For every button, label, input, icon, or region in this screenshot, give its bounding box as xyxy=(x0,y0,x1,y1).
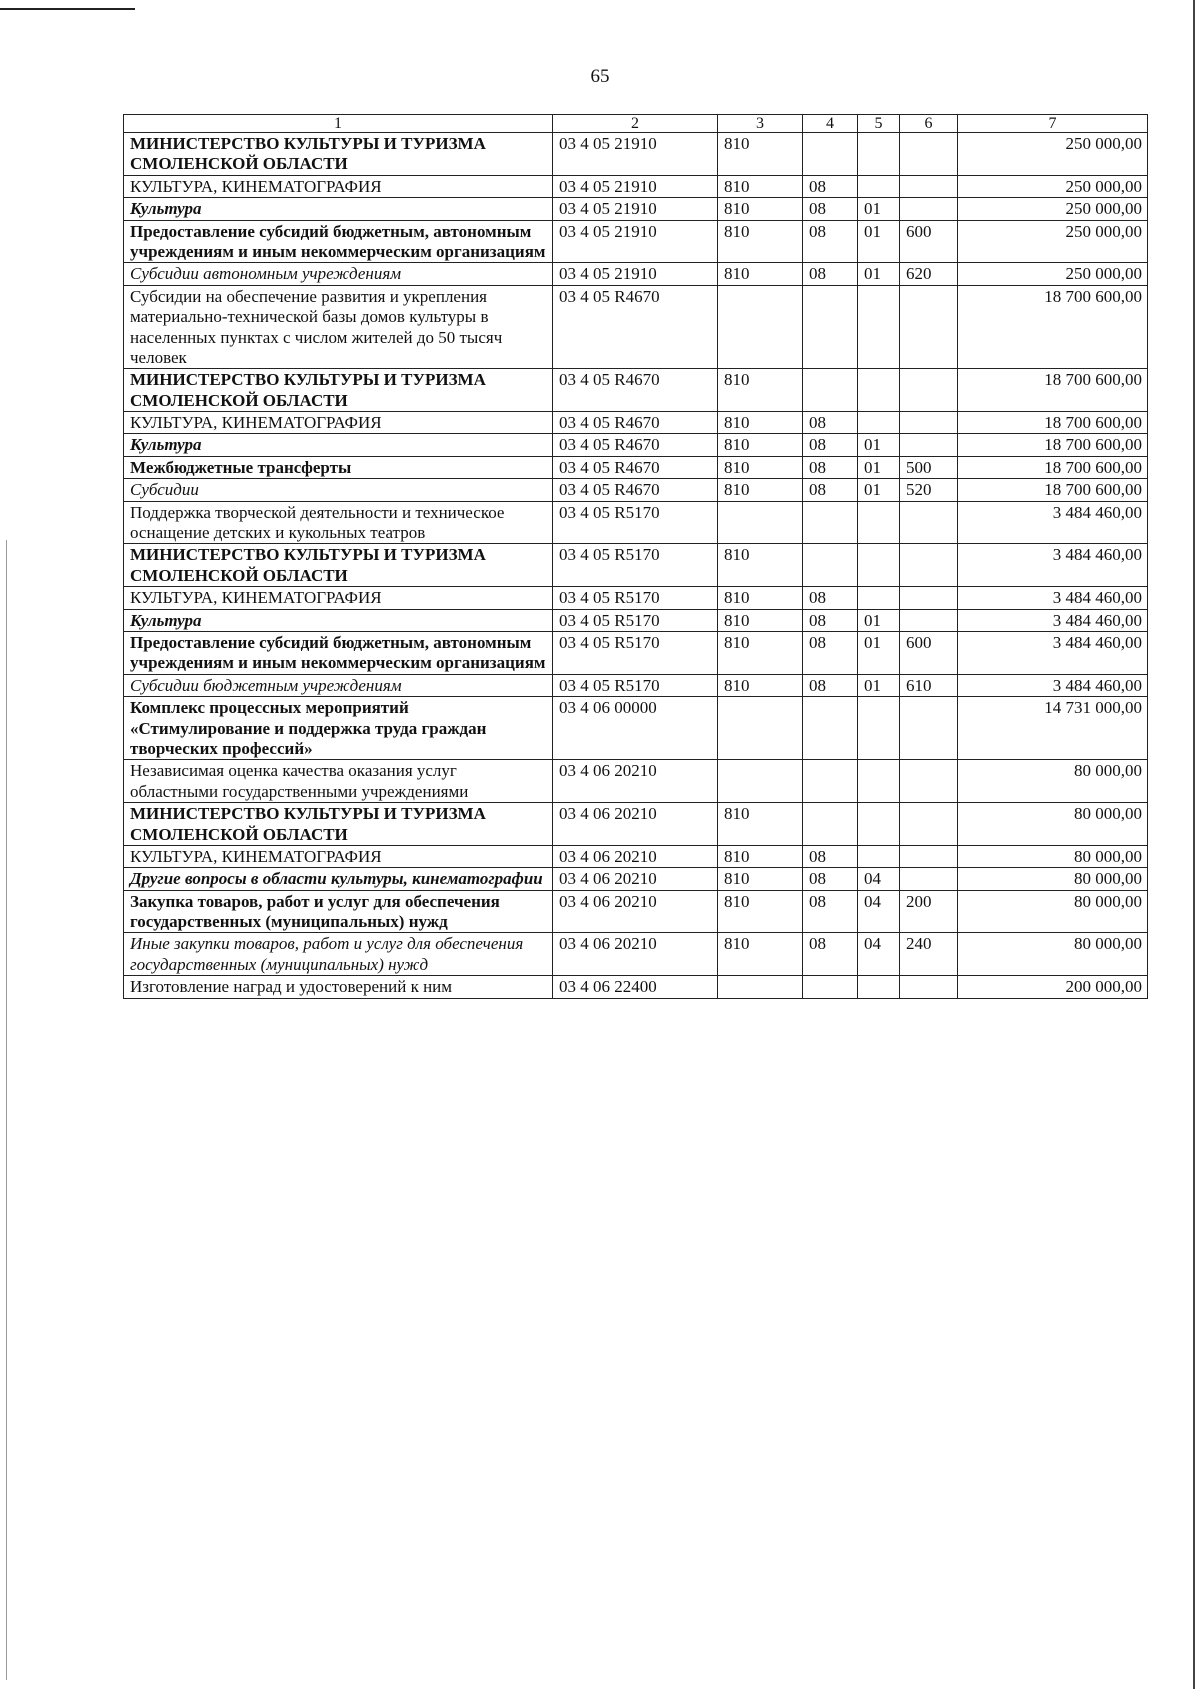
row-section-code xyxy=(803,501,858,544)
row-target-code: 03 4 06 20210 xyxy=(553,933,718,976)
page-number: 65 xyxy=(590,66,610,87)
row-target-code: 03 4 05 21910 xyxy=(553,133,718,176)
row-subsection-code: 01 xyxy=(858,220,900,263)
row-subsection-code xyxy=(858,412,900,434)
row-section-code: 08 xyxy=(803,198,858,220)
row-expense-type-code: 520 xyxy=(900,479,958,501)
table-row xyxy=(124,544,1148,587)
row-expense-type-code xyxy=(900,587,958,609)
table-row xyxy=(124,198,1148,220)
row-target-code: 03 4 05 R4670 xyxy=(553,479,718,501)
row-subsection-code xyxy=(858,976,900,998)
row-section-code: 08 xyxy=(803,868,858,890)
row-name: Другие вопросы в области культуры, кинематографии xyxy=(124,868,553,890)
header-col-1: 1 xyxy=(124,115,553,133)
row-amount: 250 000,00 xyxy=(958,133,1148,176)
row-target-code: 03 4 06 00000 xyxy=(553,697,718,760)
row-amount: 250 000,00 xyxy=(958,198,1148,220)
row-section-code xyxy=(803,803,858,846)
row-expense-type-code xyxy=(900,175,958,197)
row-grbs-code: 810 xyxy=(718,544,803,587)
row-section-code: 08 xyxy=(803,587,858,609)
row-name: Иные закупки товаров, работ и услуг для обеспечения государственных (муниципальных) нужд xyxy=(124,933,553,976)
row-section-code: 08 xyxy=(803,609,858,631)
row-name: Независимая оценка качества оказания услуг областными государственными учреждениями xyxy=(124,760,553,803)
row-amount: 80 000,00 xyxy=(958,845,1148,867)
scan-right-edge xyxy=(1193,0,1195,1689)
row-expense-type-code: 600 xyxy=(900,220,958,263)
row-amount: 3 484 460,00 xyxy=(958,544,1148,587)
row-target-code: 03 4 06 20210 xyxy=(553,890,718,933)
row-expense-type-code xyxy=(900,369,958,412)
row-section-code: 08 xyxy=(803,890,858,933)
row-grbs-code xyxy=(718,760,803,803)
row-expense-type-code xyxy=(900,544,958,587)
row-name: КУЛЬТУРА, КИНЕМАТОГРАФИЯ xyxy=(124,412,553,434)
row-expense-type-code xyxy=(900,133,958,176)
row-subsection-code xyxy=(858,285,900,369)
row-name: Культура xyxy=(124,434,553,456)
row-subsection-code: 01 xyxy=(858,479,900,501)
row-amount: 80 000,00 xyxy=(958,868,1148,890)
row-target-code: 03 4 05 21910 xyxy=(553,198,718,220)
budget-table xyxy=(123,114,1148,999)
row-target-code: 03 4 05 R4670 xyxy=(553,412,718,434)
row-section-code: 08 xyxy=(803,933,858,976)
row-section-code xyxy=(803,369,858,412)
header-col-5: 5 xyxy=(858,115,900,133)
row-amount: 3 484 460,00 xyxy=(958,501,1148,544)
row-grbs-code xyxy=(718,285,803,369)
table-row xyxy=(124,890,1148,933)
row-grbs-code: 810 xyxy=(718,434,803,456)
row-grbs-code: 810 xyxy=(718,890,803,933)
row-section-code xyxy=(803,697,858,760)
row-section-code xyxy=(803,976,858,998)
row-amount: 80 000,00 xyxy=(958,890,1148,933)
row-section-code: 08 xyxy=(803,220,858,263)
row-name: МИНИСТЕРСТВО КУЛЬТУРЫ И ТУРИЗМА СМОЛЕНСКОЙ ОБЛАСТИ xyxy=(124,369,553,412)
table-row xyxy=(124,803,1148,846)
row-grbs-code: 810 xyxy=(718,868,803,890)
row-section-code: 08 xyxy=(803,434,858,456)
row-grbs-code: 810 xyxy=(718,220,803,263)
row-target-code: 03 4 06 20210 xyxy=(553,868,718,890)
row-amount: 18 700 600,00 xyxy=(958,285,1148,369)
row-target-code: 03 4 05 R4670 xyxy=(553,369,718,412)
row-section-code: 08 xyxy=(803,412,858,434)
row-expense-type-code: 240 xyxy=(900,933,958,976)
row-section-code: 08 xyxy=(803,456,858,478)
row-expense-type-code xyxy=(900,434,958,456)
row-name: Изготовление наград и удостоверений к ним xyxy=(124,976,553,998)
row-grbs-code: 810 xyxy=(718,175,803,197)
row-expense-type-code: 200 xyxy=(900,890,958,933)
row-amount: 3 484 460,00 xyxy=(958,631,1148,674)
row-section-code xyxy=(803,544,858,587)
row-subsection-code xyxy=(858,697,900,760)
row-expense-type-code xyxy=(900,803,958,846)
row-subsection-code xyxy=(858,803,900,846)
row-name: Комплекс процессных мероприятий «Стимулирование и поддержка труда граждан творческих профессий» xyxy=(124,697,553,760)
row-grbs-code: 810 xyxy=(718,933,803,976)
row-name: Культура xyxy=(124,609,553,631)
row-name: МИНИСТЕРСТВО КУЛЬТУРЫ И ТУРИЗМА СМОЛЕНСКОЙ ОБЛАСТИ xyxy=(124,544,553,587)
row-grbs-code: 810 xyxy=(718,609,803,631)
row-name: Субсидии бюджетным учреждениям xyxy=(124,674,553,696)
row-amount: 18 700 600,00 xyxy=(958,479,1148,501)
row-section-code: 08 xyxy=(803,845,858,867)
row-name: КУЛЬТУРА, КИНЕМАТОГРАФИЯ xyxy=(124,587,553,609)
scan-top-rule xyxy=(0,8,135,10)
table-row xyxy=(124,868,1148,890)
row-target-code: 03 4 05 R4670 xyxy=(553,285,718,369)
row-name: Закупка товаров, работ и услуг для обеспечения государственных (муниципальных) нужд xyxy=(124,890,553,933)
row-expense-type-code xyxy=(900,609,958,631)
header-col-6: 6 xyxy=(900,115,958,133)
row-section-code xyxy=(803,285,858,369)
row-grbs-code xyxy=(718,697,803,760)
row-expense-type-code xyxy=(900,868,958,890)
row-subsection-code: 01 xyxy=(858,674,900,696)
row-amount: 250 000,00 xyxy=(958,175,1148,197)
row-subsection-code xyxy=(858,501,900,544)
row-amount: 18 700 600,00 xyxy=(958,369,1148,412)
row-name: Предоставление субсидий бюджетным, автономным учреждениям и иным некоммерческим организациям xyxy=(124,220,553,263)
row-target-code: 03 4 05 R5170 xyxy=(553,631,718,674)
row-grbs-code: 810 xyxy=(718,263,803,285)
row-expense-type-code: 600 xyxy=(900,631,958,674)
row-name: Субсидии на обеспечение развития и укрепления материально-технической базы домов культуры в населенных пунктах с числом жителей до 50 тысяч человек xyxy=(124,285,553,369)
table-row xyxy=(124,479,1148,501)
row-target-code: 03 4 06 20210 xyxy=(553,760,718,803)
row-grbs-code xyxy=(718,501,803,544)
row-target-code: 03 4 05 21910 xyxy=(553,263,718,285)
row-expense-type-code xyxy=(900,198,958,220)
row-expense-type-code: 620 xyxy=(900,263,958,285)
row-name: Предоставление субсидий бюджетным, автономным учреждениям и иным некоммерческим организациям xyxy=(124,631,553,674)
table-row xyxy=(124,456,1148,478)
row-name: Поддержка творческой деятельности и техническое оснащение детских и кукольных театров xyxy=(124,501,553,544)
row-section-code xyxy=(803,133,858,176)
row-subsection-code: 04 xyxy=(858,890,900,933)
table-row xyxy=(124,263,1148,285)
row-grbs-code: 810 xyxy=(718,133,803,176)
table-row xyxy=(124,285,1148,369)
row-expense-type-code: 610 xyxy=(900,674,958,696)
table-row xyxy=(124,133,1148,176)
row-grbs-code: 810 xyxy=(718,803,803,846)
table-row xyxy=(124,631,1148,674)
row-amount: 18 700 600,00 xyxy=(958,456,1148,478)
row-subsection-code xyxy=(858,175,900,197)
row-amount: 14 731 000,00 xyxy=(958,697,1148,760)
row-amount: 250 000,00 xyxy=(958,263,1148,285)
row-amount: 250 000,00 xyxy=(958,220,1148,263)
row-name: Субсидии автономным учреждениям xyxy=(124,263,553,285)
row-grbs-code: 810 xyxy=(718,198,803,220)
table-row xyxy=(124,587,1148,609)
row-section-code: 08 xyxy=(803,631,858,674)
row-grbs-code: 810 xyxy=(718,845,803,867)
row-expense-type-code: 500 xyxy=(900,456,958,478)
row-amount: 80 000,00 xyxy=(958,933,1148,976)
row-section-code: 08 xyxy=(803,674,858,696)
row-name: КУЛЬТУРА, КИНЕМАТОГРАФИЯ xyxy=(124,175,553,197)
row-expense-type-code xyxy=(900,285,958,369)
row-subsection-code: 01 xyxy=(858,456,900,478)
row-name: Культура xyxy=(124,198,553,220)
row-amount: 3 484 460,00 xyxy=(958,609,1148,631)
row-amount: 80 000,00 xyxy=(958,760,1148,803)
row-amount: 80 000,00 xyxy=(958,803,1148,846)
row-target-code: 03 4 05 21910 xyxy=(553,220,718,263)
header-col-7: 7 xyxy=(958,115,1148,133)
row-subsection-code: 04 xyxy=(858,933,900,976)
row-section-code: 08 xyxy=(803,263,858,285)
row-amount: 18 700 600,00 xyxy=(958,412,1148,434)
row-subsection-code: 01 xyxy=(858,263,900,285)
row-grbs-code: 810 xyxy=(718,456,803,478)
row-grbs-code xyxy=(718,976,803,998)
row-target-code: 03 4 05 R5170 xyxy=(553,544,718,587)
row-expense-type-code xyxy=(900,501,958,544)
row-expense-type-code xyxy=(900,845,958,867)
row-name: Субсидии xyxy=(124,479,553,501)
row-grbs-code: 810 xyxy=(718,479,803,501)
table-row xyxy=(124,760,1148,803)
header-col-3: 3 xyxy=(718,115,803,133)
row-target-code: 03 4 05 R4670 xyxy=(553,434,718,456)
row-target-code: 03 4 06 20210 xyxy=(553,845,718,867)
row-target-code: 03 4 05 R5170 xyxy=(553,501,718,544)
row-section-code: 08 xyxy=(803,175,858,197)
row-target-code: 03 4 05 R5170 xyxy=(553,674,718,696)
row-subsection-code xyxy=(858,845,900,867)
row-grbs-code: 810 xyxy=(718,412,803,434)
table-row xyxy=(124,369,1148,412)
row-amount: 3 484 460,00 xyxy=(958,587,1148,609)
row-subsection-code xyxy=(858,587,900,609)
row-subsection-code xyxy=(858,760,900,803)
table-row xyxy=(124,933,1148,976)
row-subsection-code: 04 xyxy=(858,868,900,890)
row-expense-type-code xyxy=(900,760,958,803)
row-expense-type-code xyxy=(900,976,958,998)
row-section-code xyxy=(803,760,858,803)
table-row xyxy=(124,175,1148,197)
row-target-code: 03 4 05 R5170 xyxy=(553,609,718,631)
row-subsection-code: 01 xyxy=(858,198,900,220)
row-target-code: 03 4 05 R4670 xyxy=(553,456,718,478)
table-header-row xyxy=(124,115,1148,133)
header-col-2: 2 xyxy=(553,115,718,133)
table-row xyxy=(124,609,1148,631)
row-target-code: 03 4 06 20210 xyxy=(553,803,718,846)
row-grbs-code: 810 xyxy=(718,587,803,609)
row-amount: 18 700 600,00 xyxy=(958,434,1148,456)
table-row xyxy=(124,412,1148,434)
table-row xyxy=(124,434,1148,456)
table-row xyxy=(124,220,1148,263)
row-expense-type-code xyxy=(900,697,958,760)
table-row xyxy=(124,697,1148,760)
row-amount: 200 000,00 xyxy=(958,976,1148,998)
table-row xyxy=(124,674,1148,696)
budget-table-body xyxy=(124,115,1148,999)
row-amount: 3 484 460,00 xyxy=(958,674,1148,696)
row-subsection-code: 01 xyxy=(858,434,900,456)
row-subsection-code xyxy=(858,369,900,412)
row-subsection-code xyxy=(858,133,900,176)
row-section-code: 08 xyxy=(803,479,858,501)
row-subsection-code: 01 xyxy=(858,609,900,631)
row-target-code: 03 4 05 21910 xyxy=(553,175,718,197)
row-subsection-code xyxy=(858,544,900,587)
row-name: Межбюджетные трансферты xyxy=(124,456,553,478)
row-grbs-code: 810 xyxy=(718,631,803,674)
table-row xyxy=(124,976,1148,998)
row-expense-type-code xyxy=(900,412,958,434)
scan-left-edge xyxy=(6,540,7,1680)
row-name: МИНИСТЕРСТВО КУЛЬТУРЫ И ТУРИЗМА СМОЛЕНСКОЙ ОБЛАСТИ xyxy=(124,803,553,846)
row-subsection-code: 01 xyxy=(858,631,900,674)
row-name: МИНИСТЕРСТВО КУЛЬТУРЫ И ТУРИЗМА СМОЛЕНСКОЙ ОБЛАСТИ xyxy=(124,133,553,176)
row-name: КУЛЬТУРА, КИНЕМАТОГРАФИЯ xyxy=(124,845,553,867)
row-grbs-code: 810 xyxy=(718,674,803,696)
table-row xyxy=(124,501,1148,544)
header-col-4: 4 xyxy=(803,115,858,133)
row-target-code: 03 4 06 22400 xyxy=(553,976,718,998)
row-grbs-code: 810 xyxy=(718,369,803,412)
table-row xyxy=(124,845,1148,867)
row-target-code: 03 4 05 R5170 xyxy=(553,587,718,609)
